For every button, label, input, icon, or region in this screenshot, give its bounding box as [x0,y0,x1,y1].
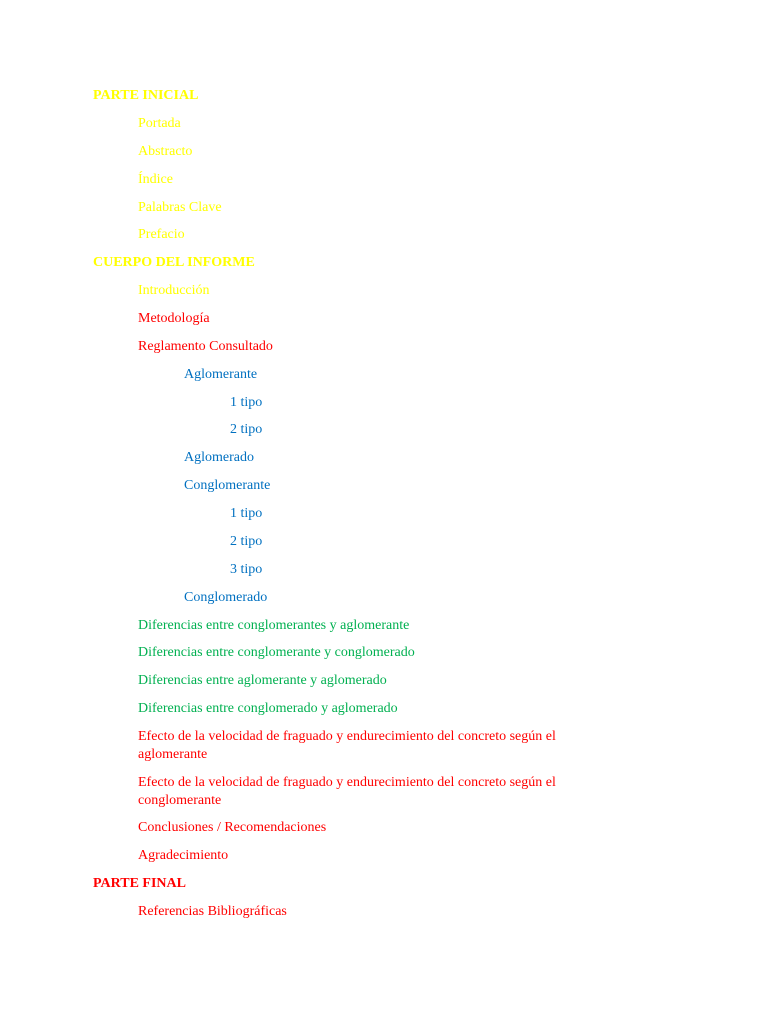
item-efecto-conglomerante: Efecto de la velocidad de fraguado y endurecimiento del concreto según el conglomerante [138,775,556,808]
item-conglomerado: Conglomerado [184,590,268,605]
item-diferencias-2: Diferencias entre conglomerante y conglomerado [138,645,415,660]
item-reglamento-consultado: Reglamento Consultado [138,339,273,354]
item-diferencias-3: Diferencias entre aglomerante y aglomerado [138,673,387,688]
item-agradecimiento: Agradecimiento [138,848,229,863]
item-diferencias-1: Diferencias entre conglomerantes y aglomerante [138,618,410,633]
item-aglomerante-tipo-1: 1 tipo [230,395,263,410]
item-indice: Índice [138,172,173,187]
item-portada: Portada [138,116,181,131]
item-introduccion: Introducción [138,283,210,298]
heading-parte-inicial: PARTE INICIAL [93,88,199,103]
item-abstracto: Abstracto [138,144,193,159]
item-efecto-aglomerante: Efecto de la velocidad de fraguado y endurecimiento del concreto según el aglomerante [138,729,556,762]
item-conglomerante-tipo-1: 1 tipo [230,506,263,521]
item-conglomerante: Conglomerante [184,478,271,493]
item-conclusiones: Conclusiones / Recomendaciones [138,820,327,835]
item-aglomerado: Aglomerado [184,450,254,465]
heading-cuerpo-del-informe: CUERPO DEL INFORME [93,255,255,270]
item-palabras-clave: Palabras Clave [138,200,222,215]
item-conglomerante-tipo-2: 2 tipo [230,534,263,549]
item-conglomerante-tipo-3: 3 tipo [230,562,263,577]
item-aglomerante: Aglomerante [184,367,258,382]
heading-parte-final: PARTE FINAL [93,876,186,891]
item-aglomerante-tipo-2: 2 tipo [230,422,263,437]
item-referencias-bibliograficas: Referencias Bibliográficas [138,904,287,919]
item-metodologia: Metodología [138,311,210,326]
item-diferencias-4: Diferencias entre conglomerado y aglomerado [138,701,398,716]
item-prefacio: Prefacio [138,227,185,242]
